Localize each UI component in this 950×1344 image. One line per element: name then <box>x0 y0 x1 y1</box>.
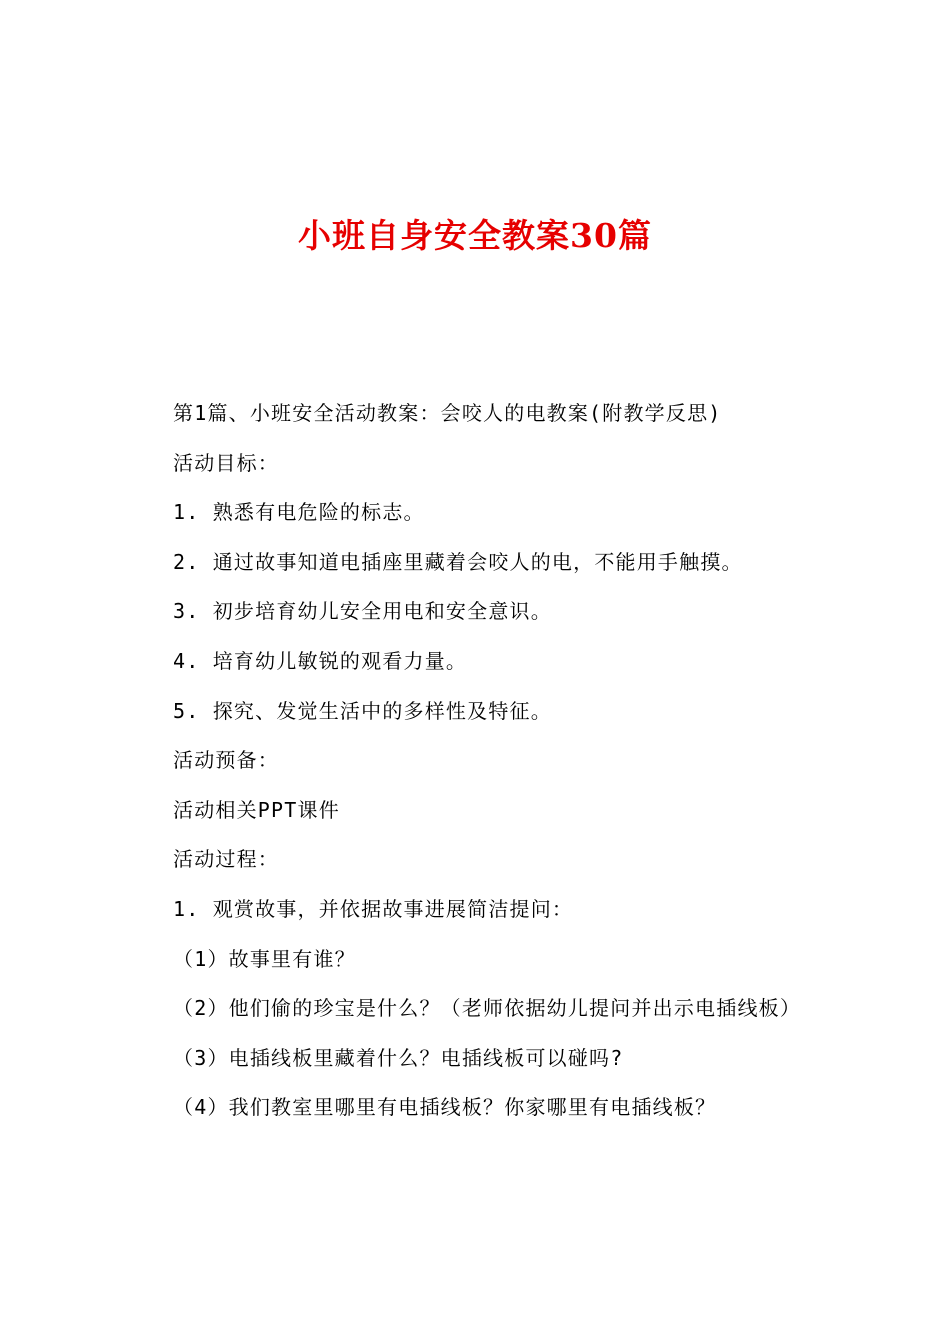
process-question: （2）他们偷的珍宝是什么？（老师依据幼儿提问并出示电插线板） <box>173 996 802 1021</box>
goal-item: 1. 熟悉有电危险的标志。 <box>173 500 425 525</box>
process-question: （3）电插线板里藏着什么？电插线板可以碰吗? <box>173 1045 624 1070</box>
process-step: 1. 观赏故事，并依据故事进展简洁提问： <box>173 896 574 921</box>
document-title: 小班自身安全教案30篇 <box>298 216 652 255</box>
goal-item: 2. 通过故事知道电插座里藏着会咬人的电，不能用手触摸。 <box>173 549 743 574</box>
process-question: （4）我们教室里哪里有电插线板？你家哪里有电插线板？ <box>173 1095 717 1120</box>
document-body <box>173 389 853 1133</box>
section-heading: 第1篇、小班安全活动教案：会咬人的电教案(附教学反思) <box>173 401 722 425</box>
activity-process-heading: 活动过程： <box>173 847 279 872</box>
activity-preparation-heading: 活动预备： <box>173 748 279 773</box>
goal-item: 3. 初步培育幼儿安全用电和安全意识。 <box>173 599 552 624</box>
preparation-item: 活动相关PPT课件 <box>173 797 340 822</box>
activity-goals-heading: 活动目标： <box>173 450 279 475</box>
goal-item: 4. 培育幼儿敏锐的观看力量。 <box>173 648 468 673</box>
process-question: （1）故事里有谁？ <box>173 946 356 971</box>
goal-item: 5. 探究、发觉生活中的多样性及特征。 <box>173 698 552 723</box>
